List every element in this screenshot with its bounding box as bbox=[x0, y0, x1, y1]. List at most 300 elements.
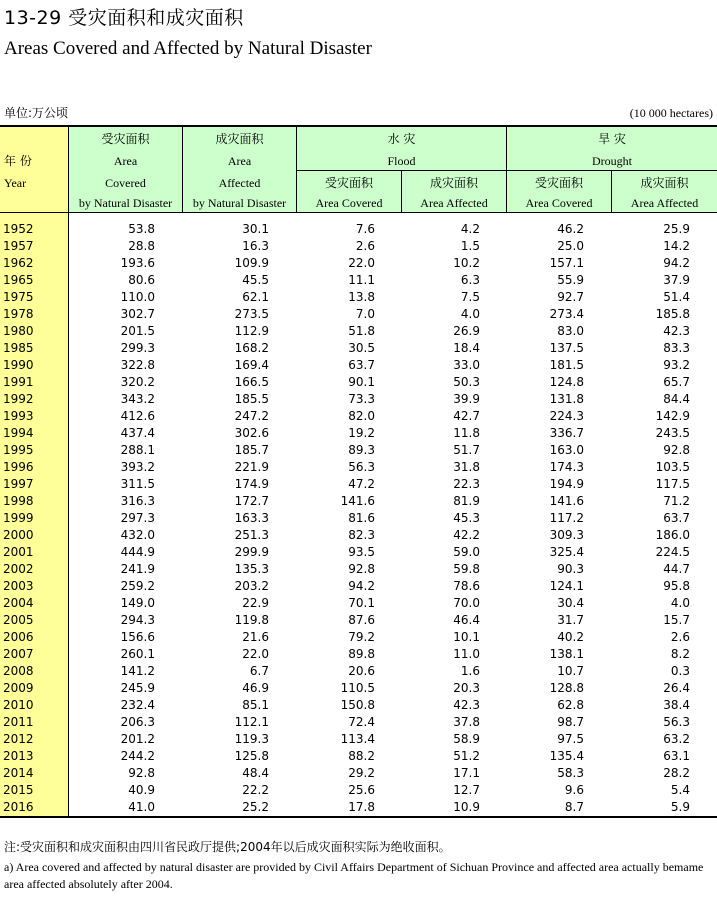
header-covered-en3: by Natural Disaster bbox=[78, 196, 173, 210]
cell-drought-affected: 63.7 bbox=[663, 511, 690, 525]
cell-drought-covered: 30.4 bbox=[557, 596, 584, 610]
cell-flood-affected: 46.4 bbox=[453, 613, 480, 627]
cell-covered: 201.5 bbox=[120, 324, 155, 338]
cell-flood-affected: 4.2 bbox=[460, 222, 480, 236]
footnote-en: a) Area covered and affected by natural disaster are provided by Civil Affairs Department of Sichuan Province and affected area actually bemame area affected absolutely after 2004. bbox=[4, 860, 704, 891]
cell-year: 1993 bbox=[3, 409, 34, 423]
cell-year: 1957 bbox=[3, 239, 34, 253]
cell-year: 2002 bbox=[3, 562, 34, 576]
cell-flood-affected: 26.9 bbox=[453, 324, 480, 338]
cell-drought-affected: 4.0 bbox=[670, 596, 690, 610]
cell-year: 1965 bbox=[3, 273, 34, 287]
cell-affected: 125.8 bbox=[234, 749, 269, 763]
cell-flood-affected: 59.8 bbox=[453, 562, 480, 576]
table-row bbox=[0, 340, 717, 357]
cell-drought-affected: 26.4 bbox=[663, 681, 690, 695]
cell-drought-covered: 31.7 bbox=[557, 613, 584, 627]
cell-drought-covered: 194.9 bbox=[549, 477, 584, 491]
cell-drought-affected: 95.8 bbox=[663, 579, 690, 593]
cell-drought-covered: 117.2 bbox=[549, 511, 584, 525]
cell-affected: 30.1 bbox=[242, 222, 269, 236]
cell-covered: 41.0 bbox=[128, 800, 155, 814]
cell-affected: 112.1 bbox=[234, 715, 269, 729]
table-row bbox=[0, 357, 717, 374]
cell-year: 2008 bbox=[3, 664, 34, 678]
table-row bbox=[0, 731, 717, 748]
cell-flood-covered: 29.2 bbox=[348, 766, 375, 780]
cell-drought-covered: 55.9 bbox=[557, 273, 584, 287]
table-row bbox=[0, 476, 717, 493]
cell-flood-affected: 10.9 bbox=[453, 800, 480, 814]
cell-year: 2006 bbox=[3, 630, 34, 644]
cell-flood-affected: 17.1 bbox=[453, 766, 480, 780]
cell-drought-covered: 9.6 bbox=[564, 783, 584, 797]
cell-drought-covered: 8.7 bbox=[564, 800, 584, 814]
cell-flood-affected: 12.7 bbox=[453, 783, 480, 797]
cell-affected: 22.2 bbox=[242, 783, 269, 797]
header-flood-affected-cn: 成灾面积 bbox=[429, 176, 478, 190]
cell-drought-affected: 51.4 bbox=[663, 290, 690, 304]
cell-affected: 185.5 bbox=[234, 392, 269, 406]
header-affected-en3: by Natural Disaster bbox=[192, 196, 287, 210]
cell-affected: 166.5 bbox=[234, 375, 269, 389]
cell-year: 2007 bbox=[3, 647, 34, 661]
cell-affected: 22.0 bbox=[242, 647, 269, 661]
cell-flood-covered: 19.2 bbox=[348, 426, 375, 440]
table-row bbox=[0, 425, 717, 442]
header-drought-affected-en: Area Affected bbox=[630, 196, 699, 210]
table-body bbox=[0, 221, 717, 816]
cell-flood-covered: 88.2 bbox=[348, 749, 375, 763]
header-affected-en2: Affected bbox=[218, 176, 261, 190]
table-row bbox=[0, 595, 717, 612]
cell-flood-covered: 141.6 bbox=[340, 494, 375, 508]
cell-flood-affected: 37.8 bbox=[453, 715, 480, 729]
table-row bbox=[0, 578, 717, 595]
cell-covered: 149.0 bbox=[120, 596, 155, 610]
cell-affected: 163.3 bbox=[234, 511, 269, 525]
cell-covered: 110.0 bbox=[120, 290, 155, 304]
cell-drought-affected: 28.2 bbox=[663, 766, 690, 780]
cell-drought-covered: 141.6 bbox=[549, 494, 584, 508]
header-flood-en: Flood bbox=[387, 154, 416, 168]
cell-year: 2012 bbox=[3, 732, 34, 746]
cell-year: 1952 bbox=[3, 222, 34, 236]
cell-flood-covered: 90.1 bbox=[348, 375, 375, 389]
cell-covered: 201.2 bbox=[120, 732, 155, 746]
table-row bbox=[0, 510, 717, 527]
cell-drought-covered: 138.1 bbox=[549, 647, 584, 661]
cell-flood-covered: 82.0 bbox=[348, 409, 375, 423]
cell-year: 1962 bbox=[3, 256, 34, 270]
cell-year: 1990 bbox=[3, 358, 34, 372]
cell-covered: 206.3 bbox=[120, 715, 155, 729]
cell-flood-affected: 4.0 bbox=[460, 307, 480, 321]
cell-affected: 169.4 bbox=[234, 358, 269, 372]
cell-covered: 156.6 bbox=[120, 630, 155, 644]
table-row bbox=[0, 306, 717, 323]
cell-covered: 28.8 bbox=[128, 239, 155, 253]
footnote-cn: 注:受灾面积和成灾面积由四川省民政厅提供;2004年以后成灾面积实际为绝收面积。 bbox=[4, 840, 451, 854]
cell-flood-covered: 70.1 bbox=[348, 596, 375, 610]
table-row bbox=[0, 527, 717, 544]
cell-drought-affected: 185.8 bbox=[655, 307, 690, 321]
cell-year: 2010 bbox=[3, 698, 34, 712]
table-row bbox=[0, 493, 717, 510]
cell-year: 2004 bbox=[3, 596, 34, 610]
cell-drought-covered: 174.3 bbox=[549, 460, 584, 474]
cell-flood-affected: 11.8 bbox=[453, 426, 480, 440]
table-row bbox=[0, 714, 717, 731]
cell-affected: 247.2 bbox=[234, 409, 269, 423]
cell-flood-affected: 70.0 bbox=[453, 596, 480, 610]
header-flood-covered-cn: 受灾面积 bbox=[324, 176, 373, 190]
cell-drought-affected: 224.5 bbox=[655, 545, 690, 559]
cell-drought-covered: 62.8 bbox=[557, 698, 584, 712]
cell-flood-affected: 58.9 bbox=[453, 732, 480, 746]
header-covered-cn: 受灾面积 bbox=[101, 132, 150, 146]
header-drought-affected-cn: 成灾面积 bbox=[640, 176, 689, 190]
cell-covered: 412.6 bbox=[120, 409, 155, 423]
cell-covered: 320.2 bbox=[120, 375, 155, 389]
cell-affected: 251.3 bbox=[234, 528, 269, 542]
cell-flood-covered: 89.8 bbox=[348, 647, 375, 661]
cell-flood-affected: 10.2 bbox=[453, 256, 480, 270]
cell-flood-covered: 7.0 bbox=[355, 307, 375, 321]
header-flood-cn: 水 灾 bbox=[387, 132, 416, 146]
cell-year: 1996 bbox=[3, 460, 34, 474]
cell-affected: 273.5 bbox=[234, 307, 269, 321]
cell-year: 1992 bbox=[3, 392, 34, 406]
cell-covered: 444.9 bbox=[120, 545, 155, 559]
cell-drought-affected: 15.7 bbox=[663, 613, 690, 627]
header-drought-covered-cn: 受灾面积 bbox=[534, 176, 583, 190]
cell-affected: 112.9 bbox=[234, 324, 269, 338]
cell-year: 1999 bbox=[3, 511, 34, 525]
cell-year: 1998 bbox=[3, 494, 34, 508]
cell-affected: 168.2 bbox=[234, 341, 269, 355]
cell-drought-affected: 243.5 bbox=[655, 426, 690, 440]
cell-drought-affected: 71.2 bbox=[663, 494, 690, 508]
cell-drought-covered: 224.3 bbox=[549, 409, 584, 423]
cell-flood-affected: 20.3 bbox=[453, 681, 480, 695]
cell-year: 1995 bbox=[3, 443, 34, 457]
cell-year: 2005 bbox=[3, 613, 34, 627]
cell-covered: 244.2 bbox=[120, 749, 155, 763]
cell-drought-covered: 90.3 bbox=[557, 562, 584, 576]
table-row bbox=[0, 680, 717, 697]
cell-flood-affected: 81.9 bbox=[453, 494, 480, 508]
table-row bbox=[0, 629, 717, 646]
cell-drought-affected: 38.4 bbox=[663, 698, 690, 712]
table-row bbox=[0, 391, 717, 408]
cell-drought-affected: 63.1 bbox=[663, 749, 690, 763]
cell-drought-covered: 157.1 bbox=[549, 256, 584, 270]
cell-drought-affected: 5.4 bbox=[670, 783, 690, 797]
cell-flood-affected: 45.3 bbox=[453, 511, 480, 525]
header-drought-covered-en: Area Covered bbox=[525, 196, 593, 210]
table-row bbox=[0, 374, 717, 391]
cell-drought-covered: 273.4 bbox=[549, 307, 584, 321]
cell-drought-covered: 124.1 bbox=[549, 579, 584, 593]
cell-drought-covered: 98.7 bbox=[557, 715, 584, 729]
cell-flood-covered: 7.6 bbox=[355, 222, 375, 236]
table-row bbox=[0, 289, 717, 306]
cell-drought-covered: 131.8 bbox=[549, 392, 584, 406]
cell-drought-affected: 44.7 bbox=[663, 562, 690, 576]
table-title-cn: 13-29 受灾面积和成灾面积 bbox=[4, 7, 244, 29]
cell-flood-covered: 20.6 bbox=[348, 664, 375, 678]
table-row bbox=[0, 255, 717, 272]
cell-covered: 343.2 bbox=[120, 392, 155, 406]
header-flood-affected-en: Area Affected bbox=[420, 196, 488, 210]
cell-affected: 109.9 bbox=[234, 256, 269, 270]
cell-flood-affected: 22.3 bbox=[453, 477, 480, 491]
cell-drought-covered: 137.5 bbox=[549, 341, 584, 355]
table-top-rule bbox=[0, 125, 717, 127]
cell-flood-affected: 6.3 bbox=[460, 273, 480, 287]
cell-covered: 316.3 bbox=[120, 494, 155, 508]
cell-flood-affected: 10.1 bbox=[453, 630, 480, 644]
cell-covered: 288.1 bbox=[120, 443, 155, 457]
table-row bbox=[0, 459, 717, 476]
cell-covered: 432.0 bbox=[120, 528, 155, 542]
table-row bbox=[0, 561, 717, 578]
cell-flood-affected: 7.5 bbox=[460, 290, 480, 304]
cell-drought-affected: 42.3 bbox=[663, 324, 690, 338]
cell-affected: 21.6 bbox=[242, 630, 269, 644]
cell-year: 2003 bbox=[3, 579, 34, 593]
cell-drought-affected: 84.4 bbox=[663, 392, 690, 406]
cell-affected: 119.3 bbox=[234, 732, 269, 746]
table-row bbox=[0, 238, 717, 255]
cell-covered: 294.3 bbox=[120, 613, 155, 627]
cell-covered: 322.8 bbox=[120, 358, 155, 372]
table-row bbox=[0, 612, 717, 629]
header-flood-covered-en: Area Covered bbox=[315, 196, 383, 210]
cell-flood-affected: 11.0 bbox=[453, 647, 480, 661]
table-row bbox=[0, 646, 717, 663]
cell-affected: 119.8 bbox=[234, 613, 269, 627]
table-row bbox=[0, 272, 717, 289]
cell-affected: 48.4 bbox=[242, 766, 269, 780]
cell-drought-affected: 117.5 bbox=[655, 477, 690, 491]
cell-drought-affected: 25.9 bbox=[663, 222, 690, 236]
cell-flood-affected: 1.6 bbox=[460, 664, 480, 678]
cell-drought-covered: 58.3 bbox=[557, 766, 584, 780]
cell-drought-covered: 92.7 bbox=[557, 290, 584, 304]
cell-flood-covered: 87.6 bbox=[348, 613, 375, 627]
cell-drought-affected: 2.6 bbox=[670, 630, 690, 644]
cell-drought-covered: 124.8 bbox=[549, 375, 584, 389]
cell-affected: 45.5 bbox=[242, 273, 269, 287]
table-row bbox=[0, 697, 717, 714]
cell-drought-covered: 325.4 bbox=[549, 545, 584, 559]
cell-drought-affected: 65.7 bbox=[663, 375, 690, 389]
cell-flood-covered: 56.3 bbox=[348, 460, 375, 474]
cell-drought-covered: 181.5 bbox=[549, 358, 584, 372]
cell-covered: 92.8 bbox=[128, 766, 155, 780]
cell-flood-covered: 47.2 bbox=[348, 477, 375, 491]
cell-drought-covered: 40.2 bbox=[557, 630, 584, 644]
cell-flood-affected: 18.4 bbox=[453, 341, 480, 355]
cell-drought-affected: 37.9 bbox=[663, 273, 690, 287]
cell-year: 1994 bbox=[3, 426, 34, 440]
cell-year: 2011 bbox=[3, 715, 34, 729]
cell-drought-affected: 94.2 bbox=[663, 256, 690, 270]
cell-covered: 299.3 bbox=[120, 341, 155, 355]
cell-drought-covered: 10.7 bbox=[557, 664, 584, 678]
cell-affected: 46.9 bbox=[242, 681, 269, 695]
table-row bbox=[0, 782, 717, 799]
cell-drought-affected: 92.8 bbox=[663, 443, 690, 457]
cell-flood-covered: 72.4 bbox=[348, 715, 375, 729]
cell-flood-covered: 13.8 bbox=[348, 290, 375, 304]
cell-affected: 85.1 bbox=[242, 698, 269, 712]
cell-year: 1978 bbox=[3, 307, 34, 321]
cell-flood-covered: 11.1 bbox=[348, 273, 375, 287]
cell-covered: 232.4 bbox=[120, 698, 155, 712]
header-year-en: Year bbox=[4, 176, 27, 190]
cell-affected: 22.9 bbox=[242, 596, 269, 610]
cell-covered: 80.6 bbox=[128, 273, 155, 287]
table-row bbox=[0, 663, 717, 680]
cell-year: 1997 bbox=[3, 477, 34, 491]
cell-drought-covered: 46.2 bbox=[557, 222, 584, 236]
header-subdivider bbox=[296, 170, 717, 171]
cell-year: 1991 bbox=[3, 375, 34, 389]
cell-flood-affected: 33.0 bbox=[453, 358, 480, 372]
cell-covered: 259.2 bbox=[120, 579, 155, 593]
cell-covered: 437.4 bbox=[120, 426, 155, 440]
cell-drought-covered: 25.0 bbox=[557, 239, 584, 253]
cell-covered: 311.5 bbox=[120, 477, 155, 491]
cell-flood-covered: 92.8 bbox=[348, 562, 375, 576]
cell-year: 2001 bbox=[3, 545, 34, 559]
cell-drought-affected: 56.3 bbox=[663, 715, 690, 729]
header-affected-en1: Area bbox=[227, 154, 252, 168]
cell-covered: 241.9 bbox=[120, 562, 155, 576]
unit-label-cn: 单位:万公顷 bbox=[4, 106, 69, 120]
table-row bbox=[0, 748, 717, 765]
cell-covered: 53.8 bbox=[128, 222, 155, 236]
cell-drought-affected: 103.5 bbox=[655, 460, 690, 474]
cell-drought-covered: 309.3 bbox=[549, 528, 584, 542]
table-row bbox=[0, 765, 717, 782]
cell-flood-covered: 150.8 bbox=[340, 698, 375, 712]
cell-covered: 141.2 bbox=[120, 664, 155, 678]
cell-flood-covered: 63.7 bbox=[348, 358, 375, 372]
table-header-rule bbox=[0, 212, 717, 213]
cell-covered: 297.3 bbox=[120, 511, 155, 525]
cell-drought-covered: 97.5 bbox=[557, 732, 584, 746]
cell-drought-covered: 135.4 bbox=[549, 749, 584, 763]
cell-drought-affected: 186.0 bbox=[655, 528, 690, 542]
cell-covered: 193.6 bbox=[120, 256, 155, 270]
cell-flood-covered: 113.4 bbox=[340, 732, 375, 746]
header-affected-cn: 成灾面积 bbox=[215, 132, 264, 146]
cell-flood-covered: 2.6 bbox=[355, 239, 375, 253]
cell-flood-affected: 31.8 bbox=[453, 460, 480, 474]
table-bottom-rule bbox=[0, 816, 717, 818]
table-row bbox=[0, 544, 717, 561]
cell-flood-covered: 79.2 bbox=[348, 630, 375, 644]
cell-drought-affected: 63.2 bbox=[663, 732, 690, 746]
table-row bbox=[0, 799, 717, 816]
cell-affected: 203.2 bbox=[234, 579, 269, 593]
cell-flood-covered: 30.5 bbox=[348, 341, 375, 355]
table-row bbox=[0, 323, 717, 340]
cell-flood-affected: 51.7 bbox=[453, 443, 480, 457]
cell-year: 2009 bbox=[3, 681, 34, 695]
cell-flood-covered: 51.8 bbox=[348, 324, 375, 338]
header-covered-en2: Covered bbox=[105, 176, 146, 190]
cell-flood-covered: 22.0 bbox=[348, 256, 375, 270]
cell-affected: 185.7 bbox=[234, 443, 269, 457]
cell-flood-covered: 94.2 bbox=[348, 579, 375, 593]
cell-covered: 302.7 bbox=[120, 307, 155, 321]
cell-covered: 260.1 bbox=[120, 647, 155, 661]
cell-covered: 393.2 bbox=[120, 460, 155, 474]
cell-affected: 135.3 bbox=[234, 562, 269, 576]
cell-year: 2014 bbox=[3, 766, 34, 780]
cell-flood-covered: 89.3 bbox=[348, 443, 375, 457]
table-row bbox=[0, 442, 717, 459]
cell-affected: 172.7 bbox=[234, 494, 269, 508]
header-covered-en1: Area bbox=[113, 154, 138, 168]
cell-year: 2000 bbox=[3, 528, 34, 542]
cell-affected: 221.9 bbox=[234, 460, 269, 474]
header-drought-cn: 旱 灾 bbox=[598, 132, 626, 146]
cell-covered: 40.9 bbox=[128, 783, 155, 797]
cell-drought-affected: 5.9 bbox=[670, 800, 690, 814]
cell-year: 2016 bbox=[3, 800, 34, 814]
cell-flood-affected: 59.0 bbox=[453, 545, 480, 559]
cell-flood-affected: 42.7 bbox=[453, 409, 480, 423]
cell-affected: 16.3 bbox=[242, 239, 269, 253]
unit-label-en: (10 000 hectares) bbox=[629, 106, 713, 120]
cell-affected: 302.6 bbox=[234, 426, 269, 440]
cell-flood-affected: 51.2 bbox=[453, 749, 480, 763]
cell-drought-affected: 0.3 bbox=[670, 664, 690, 678]
cell-drought-affected: 8.2 bbox=[670, 647, 690, 661]
cell-year: 1985 bbox=[3, 341, 34, 355]
cell-flood-covered: 25.6 bbox=[348, 783, 375, 797]
table-title-en: Areas Covered and Affected by Natural Disaster bbox=[4, 38, 372, 59]
cell-drought-covered: 336.7 bbox=[549, 426, 584, 440]
cell-year: 1980 bbox=[3, 324, 34, 338]
cell-flood-covered: 110.5 bbox=[340, 681, 375, 695]
cell-drought-covered: 128.8 bbox=[549, 681, 584, 695]
cell-drought-affected: 83.3 bbox=[663, 341, 690, 355]
cell-affected: 6.7 bbox=[249, 664, 269, 678]
cell-affected: 299.9 bbox=[234, 545, 269, 559]
cell-flood-covered: 82.3 bbox=[348, 528, 375, 542]
cell-year: 2015 bbox=[3, 783, 34, 797]
cell-drought-covered: 83.0 bbox=[557, 324, 584, 338]
table-row bbox=[0, 221, 717, 238]
cell-drought-covered: 163.0 bbox=[549, 443, 584, 457]
cell-flood-affected: 42.2 bbox=[453, 528, 480, 542]
cell-covered: 245.9 bbox=[120, 681, 155, 695]
cell-affected: 174.9 bbox=[234, 477, 269, 491]
cell-year: 2013 bbox=[3, 749, 34, 763]
table-row bbox=[0, 408, 717, 425]
cell-flood-affected: 39.9 bbox=[453, 392, 480, 406]
cell-drought-affected: 93.2 bbox=[663, 358, 690, 372]
cell-flood-covered: 17.8 bbox=[348, 800, 375, 814]
header-year-cn: 年 份 bbox=[4, 154, 32, 168]
